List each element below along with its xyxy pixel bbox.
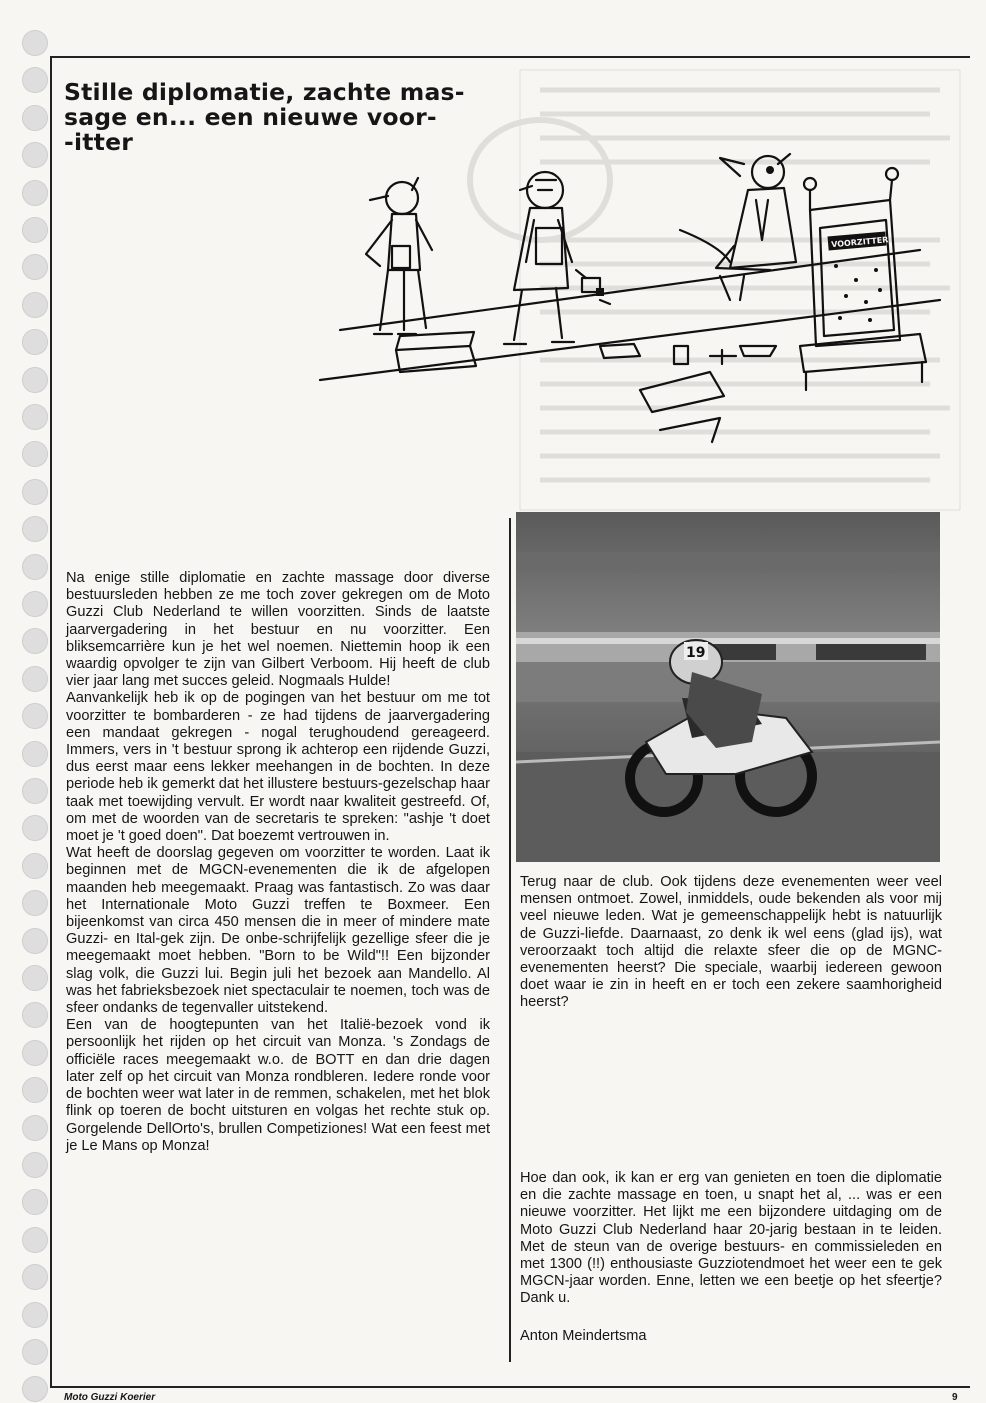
chair-sign: VOORZITTER [830, 235, 889, 250]
footer-publication: Moto Guzzi Koerier [64, 1392, 156, 1403]
binding-hole [22, 1077, 48, 1103]
binding-hole [22, 628, 48, 654]
binding-hole [22, 965, 48, 991]
bottom-rule [50, 1386, 970, 1388]
paragraph: Een van de hoogtepunten van het Italië-bezoek vond ik persoonlijk het rijden op het circuit van Monza. 's Zondags de officiële races meegemaakt w.o. de BOTT en dan drie dagen later zelf op het circuit van Monza rondbleren. Iedere ronde voor de bochten weer wat later in de remmen, schakelen, met het blok flink op toeren de bocht uitsturen en volgas het rechte stuk op. Gorgelende DellOrto's, brullen Competiziones! Wat een feest met je Le Mans op Monza! [66, 1017, 490, 1154]
paragraph: Aanvankelijk heb ik op de pogingen van het bestuur om me tot voorzitter te bombarderen - ze had tijdens de jaarvergadering een mandaat gekregen - nogal terughoudend gereageerd. Immers, vers in 't bestuur sprong ik achterop een rijdende Guzzi, dus eerst maar eens lekker meehangen in de bochten. In deze periode heb ik gemerkt dat het illustere bestuurs-gezelschap haar taak met toewijding vervult. Er wordt naar kwaliteit gestreefd. Of, om met de woorden van de secretaris te spreken: "ashje 't doet moet je 't goed doen". Dat boezemt vertrouwen in. [66, 690, 490, 845]
paragraph: Na enige stille diplomatie en zachte massage door diverse bestuursleden hebben ze me toch zover gekregen om de Moto Guzzi Club Nederland te willen voorzitten. Sinds de laatste jaarvergadering in het bestuur en nu voorzitter. Een bliksemcarrière kun je het wel noemen. Niettemin hoop ik een waardig opvolger te zijn van Gilbert Verboom. Hij heeft de club vier jaar lang met succes geleid. Nogmaals Hulde! [66, 570, 490, 690]
binding-hole [22, 1376, 48, 1402]
binding-hole [22, 815, 48, 841]
binding-hole [22, 217, 48, 243]
binding-hole [22, 741, 48, 767]
article-body-right-top [520, 874, 942, 1012]
cartoon-papers [536, 228, 562, 264]
binding-hole [22, 1115, 48, 1141]
binding-hole [22, 778, 48, 804]
binding-hole [22, 703, 48, 729]
article-body-right-bottom [520, 1170, 942, 1308]
article-body-left [66, 570, 490, 1155]
article-headline: Stille diplomatie, zachte mas- sage en... een nieuwe voor- -itter [64, 78, 465, 156]
binding-hole [22, 1040, 48, 1066]
paragraph: Wat heeft de doorslag gegeven om voorzitter te worden. Laat ik beginnen met de MGCN-evenementen die ik de afgelopen maanden heb meegemaakt. Praag was fantastisch. Zo was daar het Internationale Moto Guzzi treffen te Boxmeer. Een bijeenkomst van circa 450 mensen die in meer of mindere mate Guzzi- en Ital-gek zijn. De onbe-schrijfelijk gezellige sfeer die je meegemaakt moet hebben. "Born to be Wild"!! Een bijzonder slag volk, die Guzzi lui. Begin juli het bezoek aan Mandello. Al was het fabrieksbezoek niet spectaculair te noemen, toch was de sfeer ondanks de tegenvaller uitstekend. [66, 845, 490, 1017]
paragraph: Hoe dan ook, ik kan er erg van genieten en toen die diplomatie en die zachte massage en toen, u snapt het al, ... was er een nieuwe voorzitter. Het lijkt me een bijzondere uitdaging om de Moto Guzzi Club Nederland haar 20-jarig bestaan in te leiden. Met de steun van de overige bestuurs- en commissieleden en met 1300 (!!) enthousiaste Guzziotendmoet het weer een te gek MGCN-jaar worden. Enne, letten we een beetje op het sfeertje? Dank u. [520, 1170, 942, 1307]
binding-hole [22, 1189, 48, 1215]
binding-hole [22, 554, 48, 580]
binding-hole [22, 180, 48, 206]
binding-hole [22, 142, 48, 168]
binding-hole [22, 1002, 48, 1028]
binding-hole [22, 292, 48, 318]
binding-hole [22, 1302, 48, 1328]
paragraph: Terug naar de club. Ook tijdens deze evenementen weer veel mensen ontmoet. Zowel, inmiddels, oude bekenden als voor mij veel nieuwe leden. Wat je gemeenschappelijk hebt is natuurlijk de Guzzi-liefde. Daarnaast, zo denk ik wel eens (glad ijs), wat veroorzaakt toch altijd die relaxte sfeer die op de MGNC-evenementen heerst? Die speciale, waarbij iedereen gewoon doet waar ie zin in heeft en er toch een zekere saamhorigheid heerst? [520, 874, 942, 1011]
binding-hole [22, 441, 48, 467]
binding-hole [22, 1152, 48, 1178]
binding-hole [22, 67, 48, 93]
rider-number: 19 [686, 645, 706, 661]
binding-hole [22, 516, 48, 542]
author-signature: Anton Meindertsma [520, 1328, 647, 1344]
column-divider [509, 518, 511, 1362]
race-photo [516, 512, 940, 862]
binding-hole [22, 591, 48, 617]
page-number: 9 [952, 1392, 958, 1403]
binding-hole [22, 928, 48, 954]
binding-hole [22, 404, 48, 430]
binding-hole [22, 329, 48, 355]
binding-hole [22, 1264, 48, 1290]
binding-hole [22, 853, 48, 879]
binding-hole [22, 890, 48, 916]
binding-hole [22, 30, 48, 56]
cartoon-illustration [300, 150, 960, 450]
binding-hole [22, 105, 48, 131]
binding-hole [22, 254, 48, 280]
binding-hole [22, 1227, 48, 1253]
binding-hole [22, 666, 48, 692]
binding-hole [22, 367, 48, 393]
binding-hole [22, 479, 48, 505]
binding-holes [22, 30, 52, 1390]
binding-hole [22, 1339, 48, 1365]
